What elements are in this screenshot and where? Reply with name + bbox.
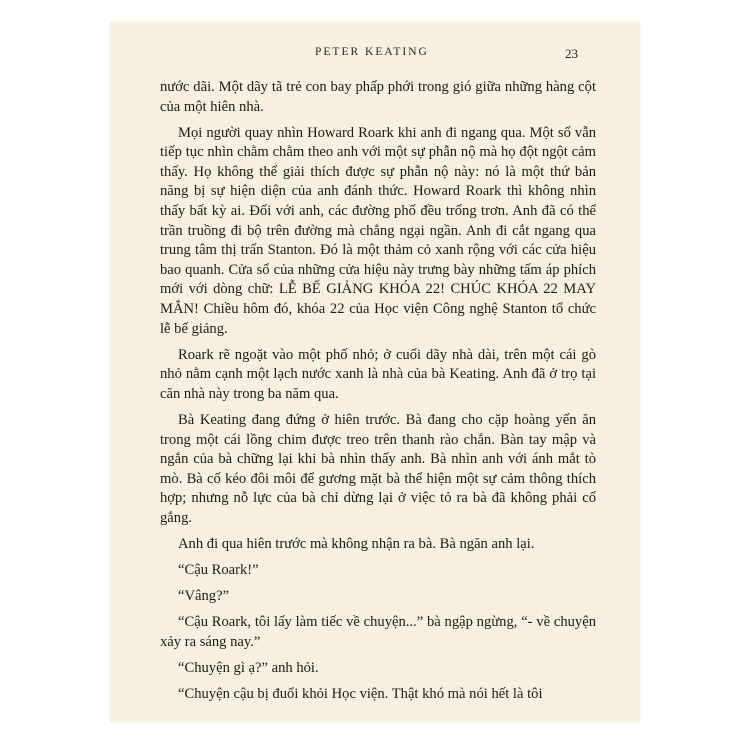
dialogue-line: “Chuyện cậu bị đuổi khỏi Học viện. Thật khó mà nói hết là tôi: [178, 686, 543, 703]
dialogue-line: “Vâng?”: [178, 588, 230, 605]
paragraph: Anh đi qua hiên trước mà không nhận ra bà. Bà ngăn anh lại.: [178, 536, 535, 553]
paragraph: Bà Keating đang đứng ở hiên trước. Bà đang cho cặp hoàng yến ăn trong một cái lồng chim được treo trên thanh rào chắn. Bàn tay mập và ngắn của bà chững lại khi bà nhìn thấy anh. Bà nhìn anh với ánh mắt tò mò. Bà cố kéo đôi môi để gương mặt bà thể hiện một sự cảm thông thích hợp; nhưng nỗ lực của bà chỉ dừng lại ở việc tỏ ra bà đã không phải cố gắng.: [160, 412, 596, 526]
book-page: [110, 22, 640, 722]
dialogue-line: “Cậu Roark, tôi lấy làm tiếc về chuyện...” bà ngập ngừng, “- về chuyện xảy ra sáng nay.”: [160, 614, 596, 650]
body-text: [160, 78, 596, 705]
dialogue-line: “Chuyện gì ạ?” anh hỏi.: [178, 660, 319, 677]
paragraph: Mọi người quay nhìn Howard Roark khi anh đi ngang qua. Một số vẫn tiếp tục nhìn chằm chằm theo anh với một sự phẫn nộ mà họ đột ngột cảm thấy. Họ không thể giải thích được sự phẫn nộ này: nó là một thứ bản năng bị sự hiện diện của anh đánh thức. Howard Roark thì không nhìn thấy bất kỳ ai. Đối với anh, các đường phố đều trống trơn. Anh đã có thể trần truồng đi bộ trên đường mà chẳng ngại ngần. Anh đi cắt ngang qua trung tâm thị trấn Stanton. Đó là một thảm cỏ xanh rộng với các cửa hiệu bao quanh. Cửa sổ của những cửa hiệu này trưng bày những tấm áp phích mới với dòng chữ: LỄ BẾ GIẢNG KHÓA 22! CHÚC KHÓA 22 MAY MẮN! Chiều hôm đó, khóa 22 của Học viện Công nghệ Stanton tổ chức lễ bế giảng.: [160, 124, 596, 337]
paragraph: nước dãi. Một dãy tã trẻ con bay phấp phới trong gió giữa những hàng cột của một hiên nhà.: [160, 79, 596, 115]
running-head: [110, 46, 640, 62]
running-head-title: PETER KEATING: [315, 46, 429, 58]
page-number: 23: [565, 46, 578, 61]
paragraph: Roark rẽ ngoặt vào một phố nhỏ; ở cuối dãy nhà dài, trên một cái gò nhỏ nằm cạnh một lạch nước xanh là nhà của bà Keating. Anh đã ở trọ tại căn nhà này trong ba năm qua.: [160, 346, 596, 402]
dialogue-line: “Cậu Roark!”: [178, 562, 259, 579]
